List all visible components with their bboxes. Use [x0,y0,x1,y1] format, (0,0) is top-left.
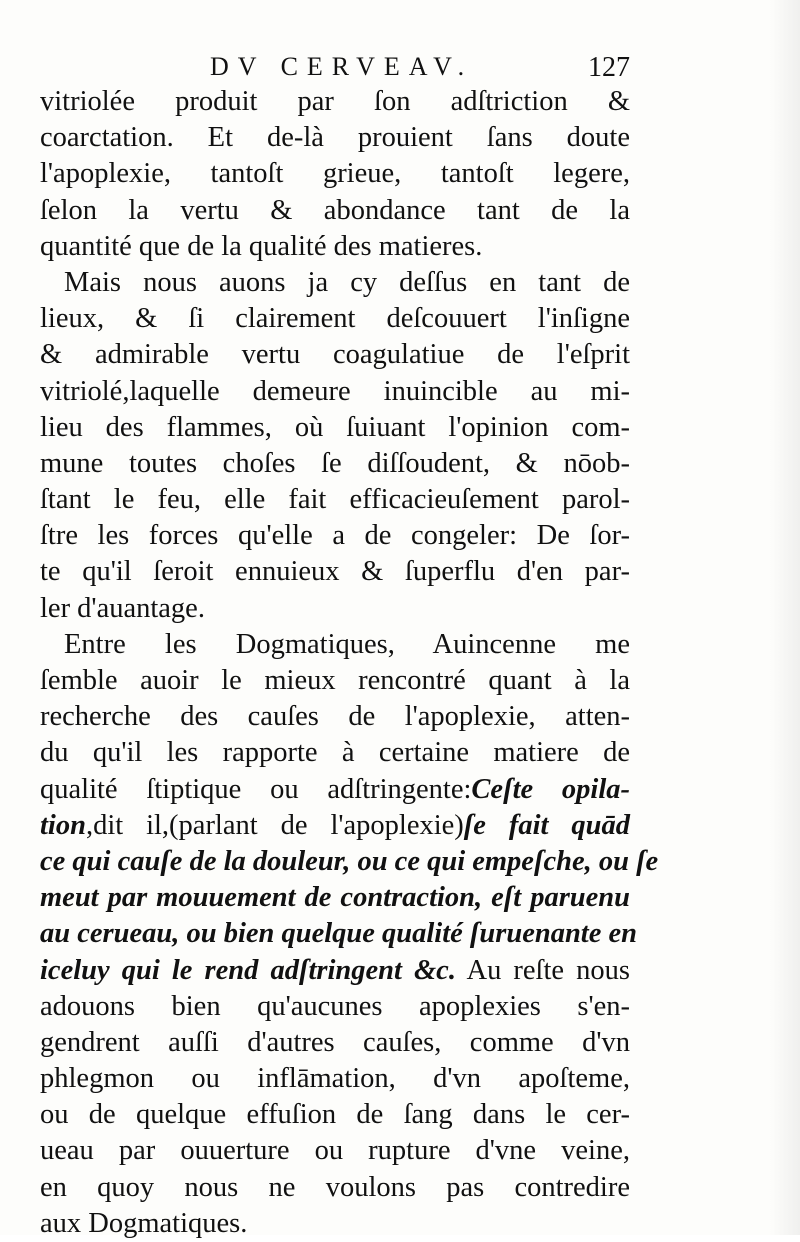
text-line: ſtant le feu, elle fait efficacieuſement parol- [40,484,630,516]
text-run: qualité ſtiptique ou adſtringente: [40,773,472,805]
text-line: en quoy nous ne voulons pas contredire [40,1171,630,1203]
text-line [40,772,630,808]
page-edge-shadow [770,0,800,1235]
body-text [40,84,659,1242]
text-line: du qu'il les rapporte à certaine matiere de [40,737,630,769]
text-line: mune toutes choſes ſe diſſoudent, & nōob- [40,447,630,479]
text-line: ueau par ouuerture ou rupture d'vne veine, [40,1135,630,1167]
text-line [40,953,630,989]
running-head: DV CERVEAV. [210,52,474,81]
italic-quote-line: au cerueau, ou bien quelque qualité ſuruenante en [40,918,637,950]
italic-quote: ſe fait quād [463,809,630,841]
text-line: phlegmon ou inflāmation, d'vn apoſteme, [40,1063,630,1095]
text-line: ou de quelque effuſion de ſang dans le cer- [40,1099,630,1131]
text-line: ſelon la vertu & abondance tant de la [40,194,630,226]
text-line: aux Dogmatiques. [40,1207,248,1239]
page-number: 127 [588,52,630,83]
italic-quote: tion [40,809,86,841]
text-line: gendrent auſſi d'autres cauſes, comme d'vn [40,1026,630,1058]
text-line: quantité que de la qualité des matieres. [40,230,483,262]
text-line: lieu des flammes, où ſuiuant l'opinion com- [40,411,630,443]
text-line: Mais nous auons ja cy deſſus en tant de [64,266,630,298]
text-line [40,808,630,844]
text-line: l'apoplexie, tantoſt grieue, tantoſt legere, [40,158,630,190]
italic-quote: Ceſte opila- [471,773,630,805]
text-line: ler d'auantage. [40,592,205,624]
text-line: Entre les Dogmatiques, Auincenne me [64,628,630,660]
text-line: te qu'il ſeroit ennuieux & ſuperflu d'en par- [40,556,630,588]
text-line: coarctation. Et de-là prouient ſans doute [40,122,630,154]
text-line: adouons bien qu'aucunes apoplexies s'en- [40,990,630,1022]
italic-quote-line: meut par mouuement de contraction, eſt paruenu [40,882,630,914]
italic-quote-line: ce qui cauſe de la douleur, ou ce qui empeſche, ou ſe [40,845,659,877]
italic-quote: iceluy qui le rend adſtringent &c. [40,954,456,986]
text-line: vitriolée produit par ſon adſtriction & [40,86,630,117]
text-line: lieux, & ſi clairement deſcouuert l'inſigne [40,303,630,335]
text-line: recherche des cauſes de l'apoplexie, atten- [40,701,630,733]
text-run: Au reſte nous [455,954,630,986]
text-line: vitriolé,laquelle demeure inuincible au mi- [40,375,630,407]
text-run: ,dit il,(parlant de l'apoplexie) [85,809,464,841]
text-line: & admirable vertu coagulatiue de l'eſprit [40,339,630,371]
text-line: ſtre les forces qu'elle a de congeler: De ſor- [40,520,630,552]
text-line: ſemble auoir le mieux rencontré quant à la [40,665,630,696]
